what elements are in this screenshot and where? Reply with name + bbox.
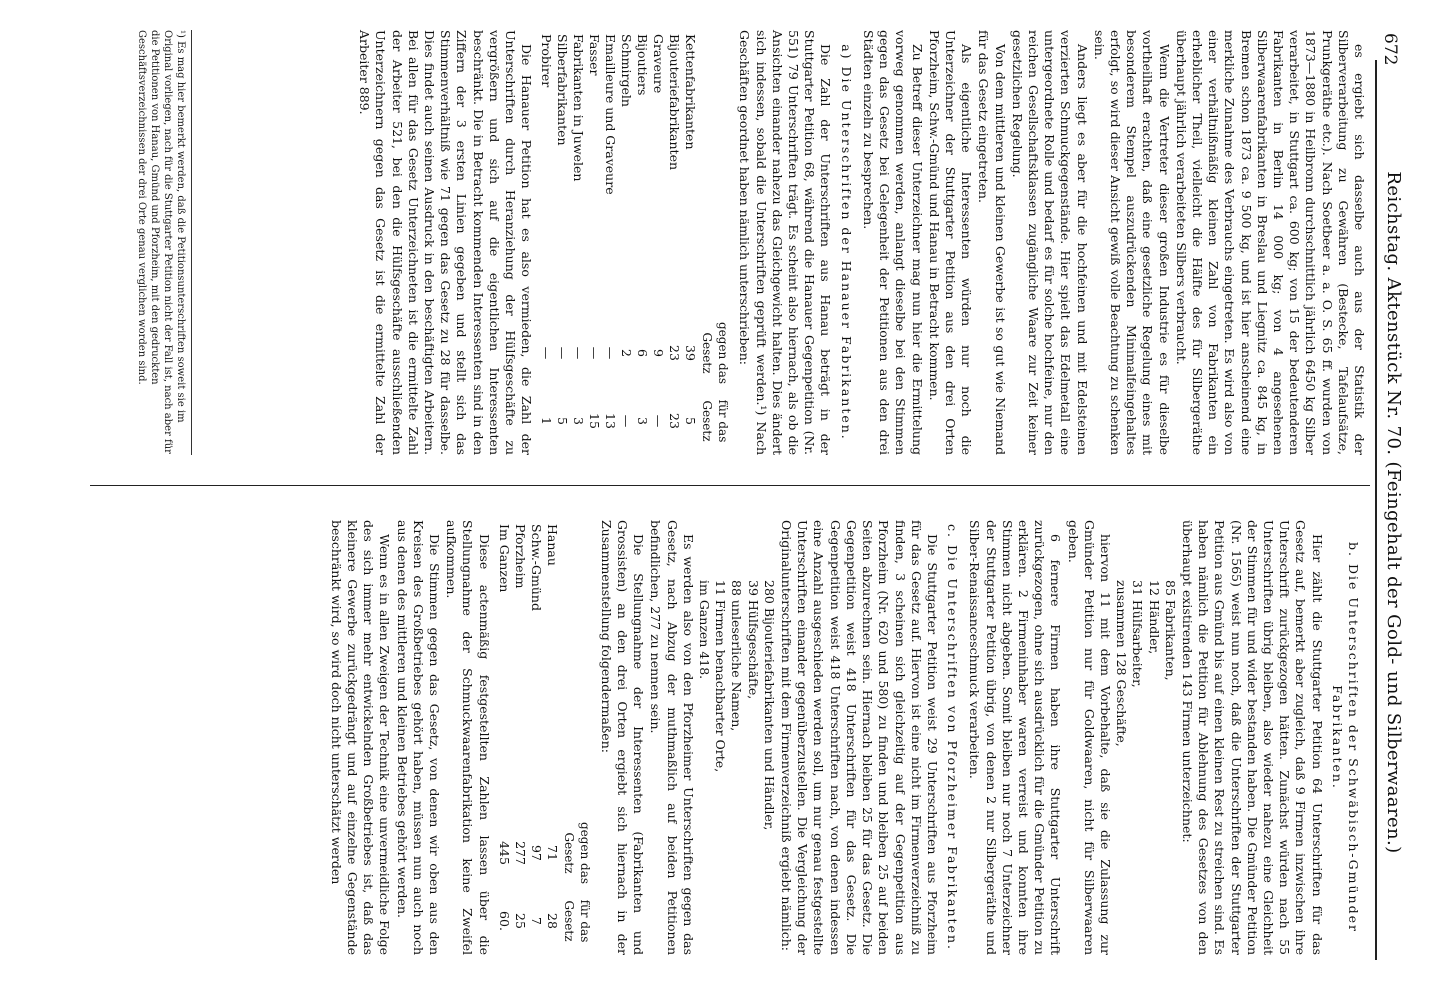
- right-column: [327, 520, 1367, 955]
- table-row: Kettenfabrikanten 39 5: [683, 34, 699, 425]
- list-sum: zusammen 128 Geschäfte,: [1114, 580, 1130, 747]
- column-header: gegen das Gesetz: [561, 821, 592, 885]
- count-list: [696, 520, 777, 955]
- paragraph: Von dem mittleren und kleinen Gewerbe ist so gut wie Niemand für das Gesetz eingetreten.: [976, 30, 1008, 455]
- summary-table: [496, 520, 594, 955]
- table-row: Graveure 9 —: [651, 34, 667, 428]
- page-number: 672: [1380, 33, 1400, 66]
- paragraph: Anders liegt es aber für die hochfeinen und mit Edelsteinen verzierten Schmuckgegenstände. Hier spielt das Edelmetall eine untergeordnete Rolle und bedarf es für solche hochfeine, nur den reichen Gesellschaftsklassen zugängliche Waare zur Zeit keiner gesetzlichen Regelung.: [1009, 30, 1090, 455]
- paragraph: Die Stimmen gegen das Gesetz, von denen wir oben aus den Kreisen des Großbetriebes gehört haben, müssen nun auch noch aus denen des mittleren und kleinen Betriebes gehört werden.: [394, 520, 443, 955]
- list-item: 85 Fabrikanten,: [1162, 580, 1178, 681]
- table-row: Bijouteriefabrikanten 23 23: [667, 34, 683, 429]
- list-item: 31 Hülfsarbeiter,: [1130, 580, 1146, 688]
- paragraph: Es werden also von den Pforzheimer Unterschriften gegen das Gesetz, nach Abzug der muthmaßlich auf beiden Petitionen befindlichen, 277 zu nennen sein.: [648, 520, 696, 955]
- footnote: ¹) Es mag hier bemerkt werden, daß die Petitionsunterschriften soweit sie im Original vorliegen, nach für die Stuttgarter Petition nicht der Fall ist, nach aber für die Petitionen von Hanau, Gmünd und Pforzheim, mit den gedruckten Geschäftsverzeichnissen der drei Orte genau verglichen worden sind.: [135, 30, 192, 455]
- table-total-row: Im Ganzen 445 60.: [496, 524, 512, 931]
- count-list: [1113, 520, 1178, 955]
- paragraph: Zu Betreff dieser Unterzeichner mag nun hier die Ermittelung vorweg genommen werden, anlangt dieselbe bei den Stimmen gegen das Gesetz bei Gelegenheit der Petitionen aus den drei Städten einzeln zu besprechen.: [860, 30, 925, 455]
- header-rule: [1375, 60, 1377, 960]
- table-row: Pforzheim 277 25: [512, 524, 528, 929]
- list-item: 88 unleserliche Namen,: [729, 580, 745, 732]
- left-column: [355, 30, 1367, 455]
- table-row: Bijoutiers 6 3: [635, 34, 651, 425]
- paragraph: Die Stuttgarter Petition weist 29 Unterschriften aus Pforzheim für das Gesetz auf. Hiervon ist eine nicht im Firmenverzeichniß zu finden, 3 scheinen sich gleichzeitig auf der Gegenpetition aus Pforzheim (Nr. 620 und 580) zu finden und bleiben 25 auf beiden Seiten abzurechnen sein. Hiernach bleiben 25 für das Gesetz. Die Gegenpetition weist 418 Unterschriften für das Gesetz. Die Gegenpetition weist 418 Unterschriften nach, von denen indessen eine Anzahl ausgeschieden werden soll, um nur genau festgestellte Unterschriften einander gegenüberzustellen. Die Vergleichung der Originalunterschriften mit dem Firmenverzeichniß ergiebt nämlich:: [779, 520, 940, 955]
- column-header: für das Gesetz: [561, 899, 592, 943]
- hanau-table: [538, 30, 732, 455]
- paragraph: Als eigentliche Interessenten würden nur noch die Unterzeichner der Stuttgarter Petition aus den drei Orten Pforzheim, Schw.-Gmünd und Hanau in Betracht kommen.: [926, 30, 975, 455]
- paragraph: Hier zählt die Stuttgarter Petition 64 Unterschriften für das Gesetz auf, bemerkt aber zugleich, daß 9 Firmen inzwischen ihre Unterschrift zurückgezogen hätten. Zunächst würden nach 55 Unterschriften übrig bleiben, also wieder nahezu eine Gleichheit der Stimmen für und wider bestanden haben. Die Gmünder Petition (Nr. 1565) weist nun noch, daß die Unterschriften der Stuttgarter Petition aus Gmünd bis auf einen kleinen Rest zu streichen sind. Es haben nämlich die Petition für Ablehnung des Gesetzes von den überhaupt existirenden 143 Firmen unterzeichnet:: [1179, 520, 1325, 955]
- paragraph: Wenn es in allen Zweigen der Technik eine unvermeidliche Folge des sich immer mehr entwickelnden Großbetriebes ist, daß das kleinere Gewerbe zurückgedrängt und auf einzelne Gegenstände beschränkt wird, so wird doch nicht unterschätzt werden: [328, 520, 393, 955]
- column-header: gegen das Gesetz: [700, 321, 731, 385]
- table-row: Silberfabrikanten — 5: [555, 34, 571, 425]
- paragraph: Diese actenmäßig festgestellten Zahlen lassen über die Stellungnahme der Schmuckwaarenfabrikation keine Zweifel aufkommen.: [444, 520, 492, 955]
- paragraph: 6 fernere Firmen haben ihre Stuttgarter Unterschrift zurückgezogen, ohne sich ausdrücklich für die Gmünder Petition zu erklären. 2 Firmeninhaber waren verreist und konnten ihre Stimmen nicht abgeben. Somit bleiben nur noch 7 Unterzeichner der Stuttgarter Petition übrig, von denen 2 nur Silbergeräthe und Silber-Renaissanceschmuck verarbeiten.: [967, 520, 1064, 955]
- paragraph: Die Hanauer Petition hat es also vermieden, die Zahl der Unterschriften durch Heranziehung der Hülfsgeschäfte zu vergrößern und sich auf die eigentlichen Interessenten beschränkt. Die in Betracht kommenden Interessenten sind in den Ziffern der 3 ersten Linien gegeben und stellt sich das Stimmenverhältniß wie 71 gegen das Gesetz zu 28 für dasselbe. Dies findet auch seinen Ausdruck in den beschäftigten Arbeitern. Bei allen für das Gesetz Unterzeichneten ist die ermittelte Zahl der Arbeiter 521, bei den die Hülfsgeschäfte ausschließenden Unterzeichnern gegen das Gesetz ist die ermittelte Zahl der Arbeiter 889.: [357, 30, 535, 455]
- column-divider: [90, 485, 1370, 486]
- table-row: Emailleure und Graveure — 13: [603, 34, 619, 429]
- table-row: Schw.-Gmünd 97 7: [528, 524, 544, 925]
- table-header-row: [560, 520, 594, 955]
- list-item: 39 Hülfsgeschäfte,: [745, 580, 761, 700]
- paragraph: Die Zahl der Unterschriften aus Hanau beträgt in der Stuttgarter Petition 68, während die Hanauer Gegenpetition (Nr. 551) 79 Unterschriften trägt. Es scheint also hiernach, als ob die Ansichten einander nahezu das Gleichgewicht halten. Dies ändert sich indessen, sobald die Unterschriften geprüft werden.¹) Nach Geschäften geordnet haben nämlich unterschrieben:: [737, 30, 834, 455]
- paragraph: es ergiebt sich dasselbe auch aus der Statistik der Silberverarbeitung zu Gewähren (Bestecke, Tafelaufsätze, Prunkgeräthe etc.). Nach Soetbeer a. a. O. S. 65 ff. wurden von 1873—1880 in Heilbronn durchschnittlich jährlich 6450 kg Silber verarbeitet, in Stuttgart ca. 600 kg; von 15 der bedeutenderen Fabrikanten in Berlin 14 000 kg; von 4 angesehenen Silberwaarenfabrikanten in Breslau und Liegnitz ca. 845 kg, in Bremen schon 1873 ca. 9 500 kg, und ist hier anscheinend eine merkliche Zunahme des Verbrauchs eingetreten. Es wird also von einer verhältnißmäßig kleinen Zahl von Fabrikanten ein erheblicher Theil, vielleicht die Hälfte des für Silbergeräthe überhaupt jährlich verarbeiteten Silbers verbraucht.: [1173, 30, 1367, 455]
- list-item: 11 Firmen benachbarter Orte,: [713, 580, 729, 773]
- running-title: Reichstag. Aktenstück Nr. 70. (Feingehalt der Gold- und Silberwaaren.): [1383, 171, 1404, 854]
- paragraph: Die Stellungnahme der Interessenten (Fabrikanten und Grossisten) an den drei Orten ergiebt sich hiernach in der Zusammenstellung folgendermaßen:: [598, 520, 647, 955]
- list-item: 12 Händler,: [1146, 580, 1162, 655]
- table-row: Fasser — 15: [587, 34, 603, 429]
- paragraph: hiervon 11 mit dem Vorbehalte, daß sie die Zulassung zur Gmünder Petition nur für Goldwaaren, nicht für Silberwaaren geben.: [1065, 520, 1113, 955]
- list-item: 280 Bijouteriefabrikanten und Händler,: [761, 580, 777, 831]
- table-row: Hanau 71 28: [544, 524, 560, 929]
- list-sum: im Ganzen 418.: [697, 580, 713, 680]
- table-row: Probirer — 1: [539, 34, 555, 425]
- section-heading-b: b. Die Unterschriften der Schwäbisch-Gmünder Fabrikanten.: [1329, 542, 1361, 933]
- paragraph: Wenn die Vertreter dieser großen Industrie es für dieselbe vortheilhaft erachten, daß eine gesetzliche Regelung eines mit besonderem Stempel auszudrückenden Minimalfeingehaltes erfolgt, so wird dieser Ansicht gewiß volle Beachtung zu schenken sein.: [1091, 30, 1172, 455]
- section-heading-c: c. Die Unterschriften von Pforzheimer Fabrikanten.: [945, 524, 961, 951]
- table-row: Schmirgeln 2 —: [619, 34, 635, 428]
- table-header-row: [698, 30, 732, 455]
- column-header: für das Gesetz: [700, 399, 731, 443]
- section-heading-a: a) Die Unterschriften der Hanauer Fabrikanten.: [838, 44, 854, 441]
- table-row: Fabrikanten in Juwelen — 3: [571, 34, 587, 425]
